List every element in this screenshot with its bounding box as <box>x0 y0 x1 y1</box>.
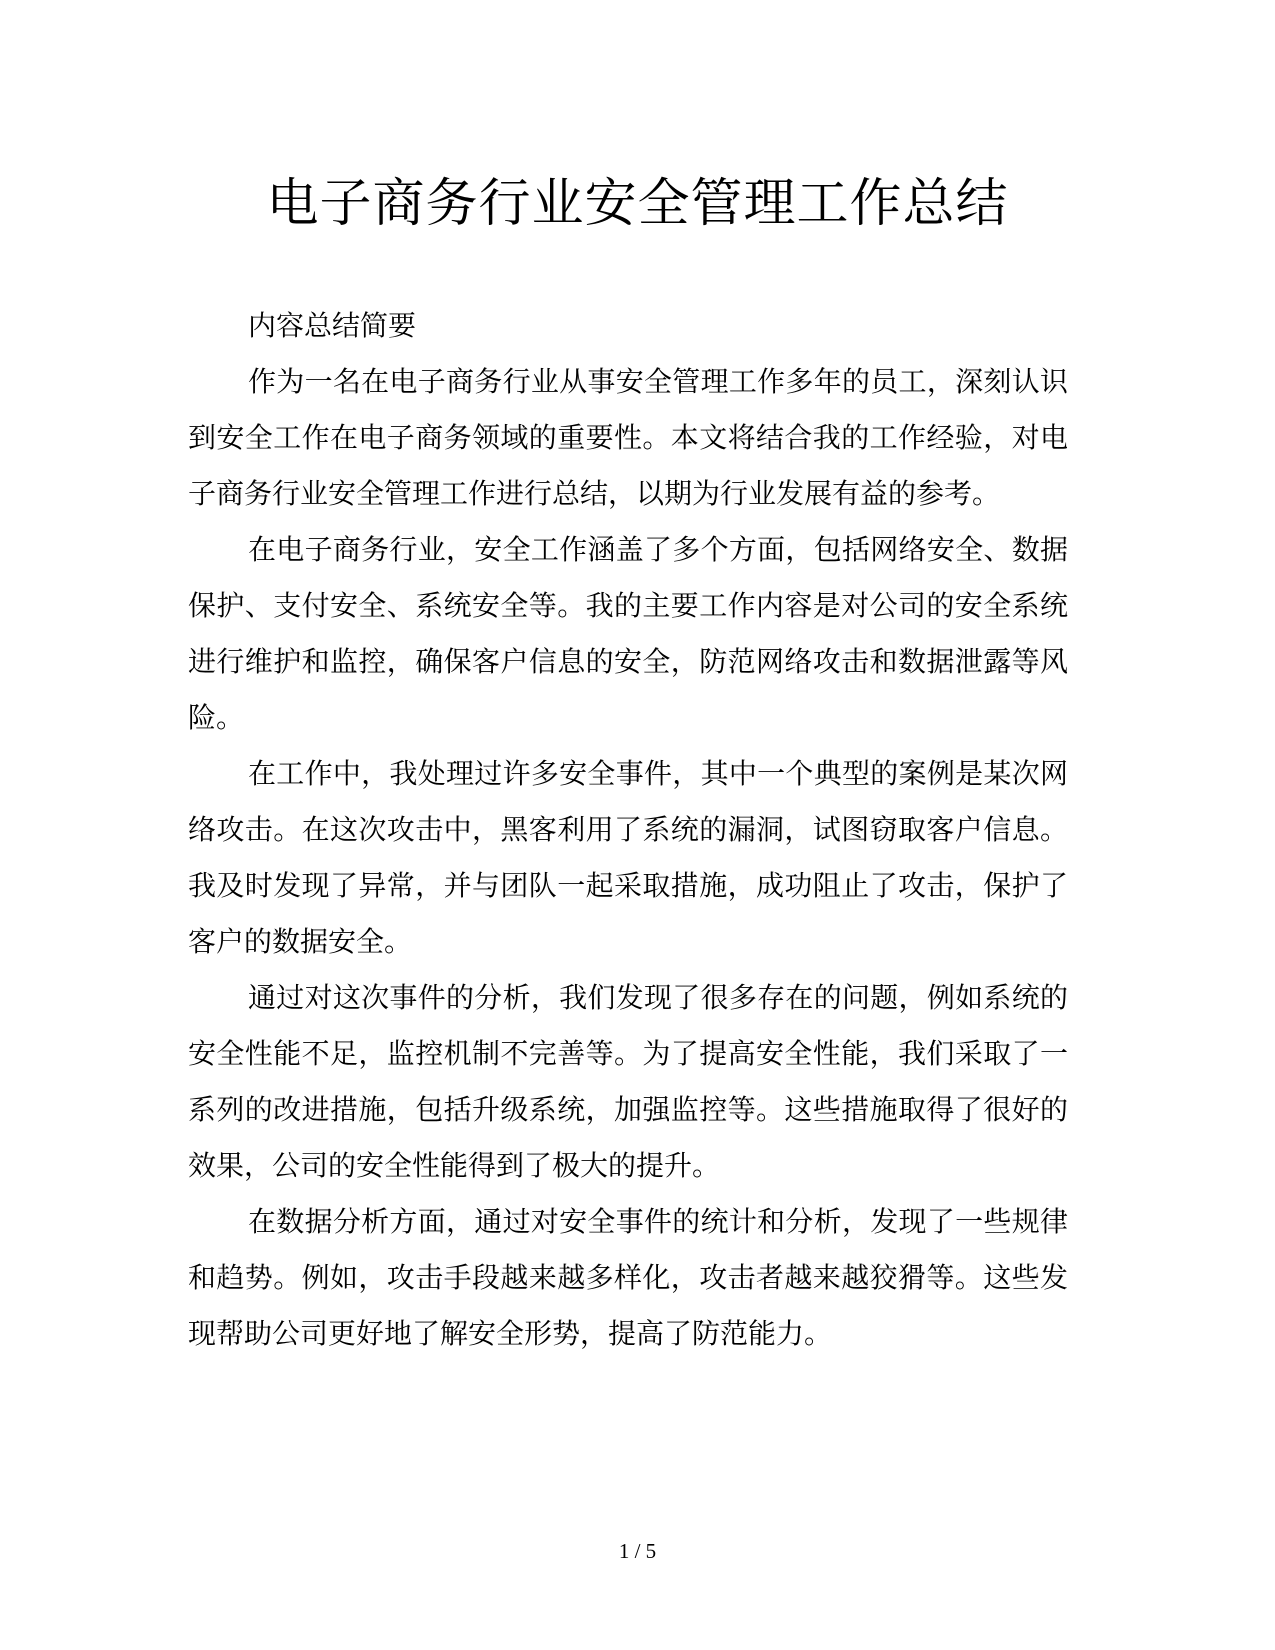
document-title: 电子商务行业安全管理工作总结 <box>266 174 1009 234</box>
summary-heading: 内容总结简要 <box>248 309 417 342</box>
paragraph-improvement: 通过对这次事件的分析，我们发现了很多存在的问题，例如系统的安全性能不足，监控机制不完善等。为了提高安全性能，我们采取了一系列的改进措施，包括升级系统，加强监控等。这些措施取得了很好的效果，公司的安全性能得到了极大的提升。 <box>188 981 1068 1182</box>
paragraph-intro: 作为一名在电子商务行业从事安全管理工作多年的员工，深刻认识到安全工作在电子商务领域的重要性。本文将结合我的工作经验，对电子商务行业安全管理工作进行总结，以期为行业发展有益的参考。 <box>188 365 1068 510</box>
paragraph-case: 在工作中，我处理过许多安全事件，其中一个典型的案例是某次网络攻击。在这次攻击中，黑客利用了系统的漏洞，试图窃取客户信息。我及时发现了异常，并与团队一起采取措施，成功阻止了攻击，保护了客户的数据安全。 <box>188 757 1068 958</box>
page-number: 1 / 5 <box>618 1539 657 1563</box>
paragraph-analysis: 在数据分析方面，通过对安全事件的统计和分析，发现了一些规律和趋势。例如，攻击手段越来越多样化，攻击者越来越狡猾等。这些发现帮助公司更好地了解安全形势，提高了防范能力。 <box>188 1205 1068 1350</box>
document-body <box>188 298 1068 1362</box>
paragraph-scope: 在电子商务行业，安全工作涵盖了多个方面，包括网络安全、数据保护、支付安全、系统安全等。我的主要工作内容是对公司的安全系统进行维护和监控，确保客户信息的安全，防范网络攻击和数据泄露等风险。 <box>188 533 1068 734</box>
